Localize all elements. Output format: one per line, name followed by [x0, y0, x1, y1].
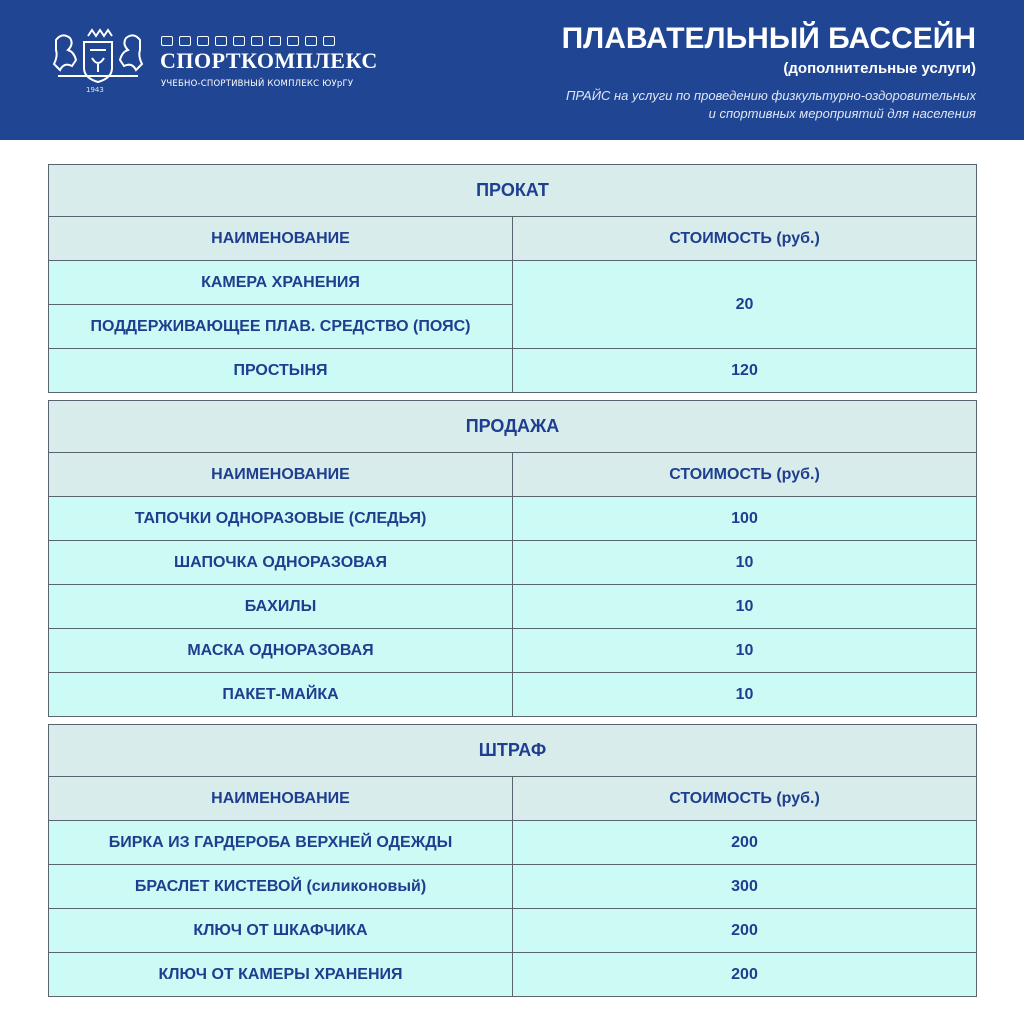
sport-icon: [269, 36, 281, 46]
item-name: БИРКА ИЗ ГАРДЕРОБА ВЕРХНЕЙ ОДЕЖДЫ: [49, 821, 513, 865]
item-price: 100: [513, 497, 977, 541]
item-price: 20: [513, 261, 977, 349]
table-row: [49, 953, 977, 997]
column-header-name: НАИМЕНОВАНИЕ: [49, 217, 513, 261]
item-name: ТАПОЧКИ ОДНОРАЗОВЫЕ (СЛЕДЬЯ): [49, 497, 513, 541]
sport-icon: [161, 36, 173, 46]
page-header: [0, 0, 1024, 140]
table-row: [49, 541, 977, 585]
table-row: [49, 497, 977, 541]
page-title: ПЛАВАТЕЛЬНЫЙ БАССЕЙН: [561, 22, 976, 55]
fine-table: [48, 724, 977, 997]
item-name: КЛЮЧ ОТ ШКАФЧИКА: [49, 909, 513, 953]
description-line: и спортивных мероприятий для населения: [708, 106, 976, 121]
item-name: ПОДДЕРЖИВАЮЩЕЕ ПЛАВ. СРЕДСТВО (ПОЯС): [49, 305, 513, 349]
sport-icon: [215, 36, 227, 46]
item-price: 120: [513, 349, 977, 393]
item-price: 200: [513, 909, 977, 953]
page-subtitle: (дополнительные услуги): [783, 60, 976, 77]
page-description: [456, 87, 976, 123]
column-header-price: СТОИМОСТЬ (руб.): [513, 777, 977, 821]
item-name: КАМЕРА ХРАНЕНИЯ: [49, 261, 513, 305]
table-row: [49, 821, 977, 865]
sport-icon: [251, 36, 263, 46]
item-name: БРАСЛЕТ КИСТЕВОЙ (силиконовый): [49, 865, 513, 909]
table-row: [49, 909, 977, 953]
sport-icons-row: [161, 36, 335, 46]
item-price: 10: [513, 673, 977, 717]
sale-table: [48, 400, 977, 717]
item-name: БАХИЛЫ: [49, 585, 513, 629]
sport-icon: [305, 36, 317, 46]
brand-name: СПОРТКОМПЛЕКС: [160, 48, 378, 73]
item-price: 10: [513, 585, 977, 629]
column-header-name: НАИМЕНОВАНИЕ: [49, 777, 513, 821]
sport-icon: [287, 36, 299, 46]
section-title: ПРОДАЖА: [49, 401, 977, 453]
table-row: [49, 261, 977, 305]
rental-table: [48, 164, 977, 393]
table-row: [49, 673, 977, 717]
description-line: ПРАЙС на услуги по проведению физкультурно-оздоровительных: [565, 88, 976, 103]
table-row: [49, 585, 977, 629]
item-name: ПРОСТЫНЯ: [49, 349, 513, 393]
logo-year: 1943: [86, 86, 104, 94]
table-row: [49, 629, 977, 673]
item-price: 200: [513, 953, 977, 997]
item-price: 10: [513, 541, 977, 585]
item-price: 200: [513, 821, 977, 865]
sportcomplex-logo: [48, 28, 378, 98]
item-name: КЛЮЧ ОТ КАМЕРЫ ХРАНЕНИЯ: [49, 953, 513, 997]
item-name: МАСКА ОДНОРАЗОВАЯ: [49, 629, 513, 673]
section-title: ШТРАФ: [49, 725, 977, 777]
sport-icon: [233, 36, 245, 46]
coat-of-arms-icon: [48, 28, 148, 90]
column-header-name: НАИМЕНОВАНИЕ: [49, 453, 513, 497]
item-price: 300: [513, 865, 977, 909]
column-header-price: СТОИМОСТЬ (руб.): [513, 217, 977, 261]
table-row: [49, 865, 977, 909]
sport-icon: [179, 36, 191, 46]
sport-icon: [323, 36, 335, 46]
item-name: ШАПОЧКА ОДНОРАЗОВАЯ: [49, 541, 513, 585]
column-header-price: СТОИМОСТЬ (руб.): [513, 453, 977, 497]
table-row: [49, 349, 977, 393]
sport-icon: [197, 36, 209, 46]
item-price: 10: [513, 629, 977, 673]
item-name: ПАКЕТ-МАЙКА: [49, 673, 513, 717]
brand-subtitle: УЧЕБНО-СПОРТИВНЫЙ КОМПЛЕКС ЮУрГУ: [161, 79, 354, 89]
section-title: ПРОКАТ: [49, 165, 977, 217]
